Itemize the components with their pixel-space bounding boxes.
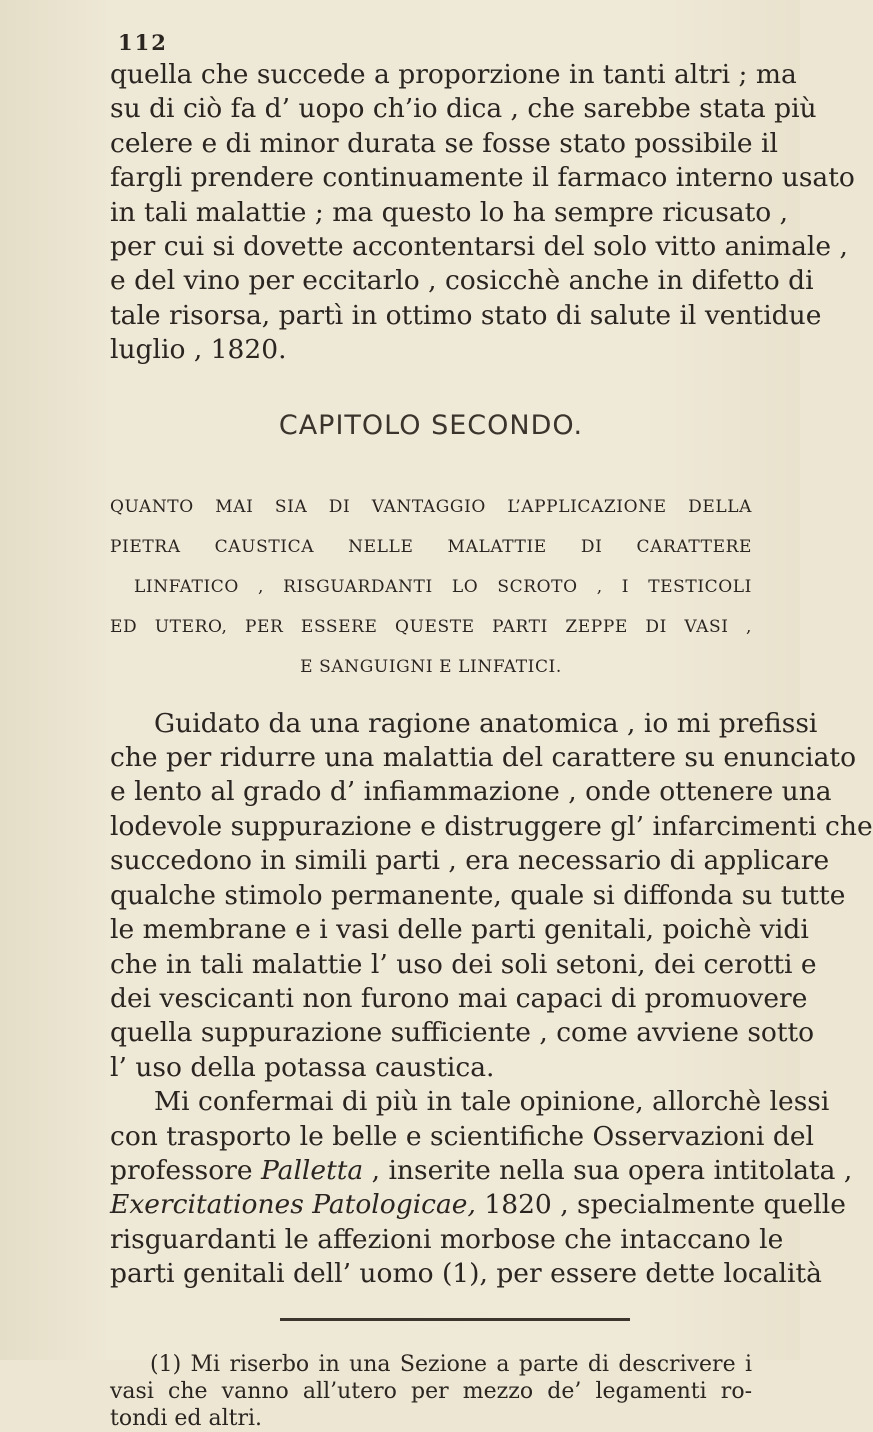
- summary-line: LINFATICO , RISGUARDANTI LO SCROTO , I TESTICOLI: [134, 576, 752, 597]
- text-line: quella che succede a proporzione in tanti altri ; ma: [110, 59, 797, 90]
- page-number: 112: [118, 30, 168, 55]
- text-line: [110, 1188, 846, 1222]
- work-title: Exercitationes Patologicae,: [110, 1189, 476, 1221]
- author-name: Palletta: [261, 1154, 364, 1186]
- text-line: e del vino per eccitarlo , cosicchè anche in difetto di: [110, 265, 814, 297]
- text-line: risguardanti le affezioni morbose che intaccano le: [110, 1223, 784, 1255]
- text-line: Mi confermai di più in tale opinione, allorchè lessi: [154, 1086, 830, 1118]
- chapter-summary: [110, 487, 752, 687]
- text-line: per cui si dovette accontentarsi del solo vitto animale ,: [110, 231, 848, 263]
- summary-line: E SANGUIGNI E LINFATICI.: [300, 656, 562, 677]
- summary-line: QUANTO MAI SIA DI VANTAGGIO L’APPLICAZIONE DELLA: [110, 496, 752, 517]
- text-line: qualche stimolo permanente, quale si diffonda su tutte: [110, 879, 846, 911]
- text-line: con trasporto le belle e scientifiche Osservazioni del: [110, 1120, 815, 1152]
- text-line: che per ridurre una malattia del carattere su enunciato: [110, 742, 857, 774]
- text-line: in tali malattie ; ma questo lo ha sempre ricusato ,: [110, 196, 789, 228]
- text-line: [110, 1154, 853, 1188]
- body-paragraph-1: [110, 707, 873, 1085]
- text-line: Guidato da una ragione anatomica , io mi prefissi: [154, 707, 818, 739]
- text-line: quella suppurazione sufficiente , come avviene sotto: [110, 1017, 815, 1049]
- text-line: l’ uso della potassa caustica.: [110, 1051, 495, 1083]
- text-line: luglio , 1820.: [110, 334, 287, 366]
- intro-paragraph: [110, 58, 855, 368]
- summary-line: ED UTERO, PER ESSERE QUESTE PARTI ZEPPE DI VASI ,: [110, 616, 752, 637]
- summary-line: PIETRA CAUSTICA NELLE MALATTIE DI CARATTERE: [110, 536, 752, 557]
- footnote-line: vasi che vanno all’utero per mezzo de’ legamenti ro-: [110, 1378, 752, 1404]
- footnote: [110, 1351, 752, 1432]
- text-line: parti genitali dell’ uomo (1), per essere dette località: [110, 1258, 822, 1290]
- footnote-line: tondi ed altri.: [110, 1405, 263, 1431]
- text-line: su di ciò fa d’ uopo ch’io dica , che sarebbe stata più: [110, 93, 817, 125]
- text-line: tale risorsa, partì in ottimo stato di salute il ventidue: [110, 299, 822, 331]
- footnote-line: (1) Mi riserbo in una Sezione a parte di descrivere i: [150, 1351, 752, 1377]
- text-line: dei vescicanti non furono mai capaci di promuovere: [110, 982, 808, 1014]
- body-paragraph-2: [110, 1085, 853, 1291]
- text-line: fargli prendere continuamente il farmaco interno usato: [110, 162, 855, 194]
- text-line: succedono in simili parti , era necessario di applicare: [110, 845, 830, 877]
- text-segment: , inserite nella sua opera intitolata ,: [363, 1154, 853, 1186]
- text-line: le membrane e i vasi delle parti genitali, poichè vidi: [110, 914, 809, 946]
- footnote-divider: [280, 1318, 630, 1321]
- chapter-title: CAPITOLO SECONDO.: [278, 409, 584, 441]
- text-line: lodevole suppurazione e distruggere gl’ infarcimenti che: [110, 810, 873, 842]
- text-line: e lento al grado d’ infiammazione , onde ottenere una: [110, 776, 832, 808]
- text-segment: professore: [110, 1154, 262, 1186]
- text-line: celere e di minor durata se fosse stato possibile il: [110, 127, 778, 159]
- text-segment: 1820 , specialmente quelle: [475, 1189, 846, 1221]
- text-line: che in tali malattie l’ uso dei soli setoni, dei cerotti e: [110, 948, 817, 980]
